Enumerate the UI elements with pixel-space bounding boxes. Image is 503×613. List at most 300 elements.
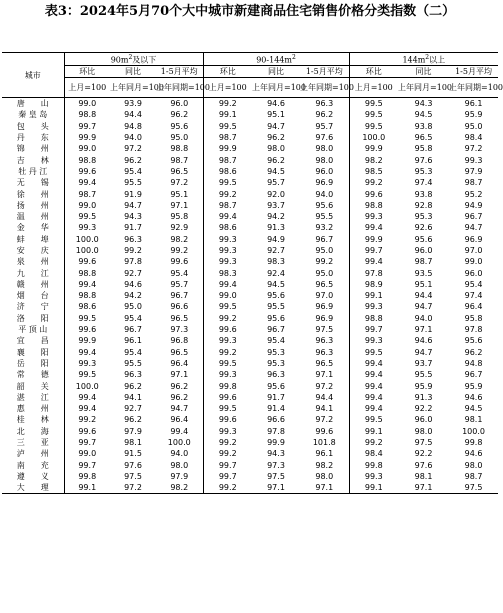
city-name: 锦 州 — [2, 143, 64, 154]
index-value: 99.3 — [364, 336, 383, 346]
index-value: 97.2 — [464, 144, 483, 154]
index-value: 97.2 — [300, 380, 349, 391]
index-value: 100.0 — [75, 234, 99, 244]
city-name: 安 庆 — [2, 245, 64, 256]
index-value: 95.0 — [300, 267, 349, 278]
index-value: 91.7 — [124, 223, 142, 233]
index-value: 96.7 — [267, 325, 285, 335]
index-value: 91.3 — [267, 223, 285, 233]
index-value: 99.9 — [267, 438, 285, 448]
table-row — [2, 177, 498, 188]
index-value: 99.0 — [78, 144, 97, 154]
city-name: 泸 州 — [2, 448, 64, 459]
index-value: 99.7 — [218, 471, 237, 481]
index-value: 95.8 — [156, 211, 203, 222]
index-value: 97.5 — [124, 471, 142, 481]
index-value: 98.6 — [218, 166, 237, 176]
index-value: 99.8 — [78, 471, 97, 481]
table-row — [2, 380, 498, 391]
index-value: 97.2 — [156, 177, 203, 188]
index-value: 91.5 — [124, 449, 142, 459]
index-value: 96.2 — [156, 380, 203, 391]
group-header-medium: $90-144m^2$ — [203, 53, 349, 66]
index-value: 96.4 — [156, 414, 203, 425]
index-value: 98.8 — [78, 291, 97, 301]
index-value: 100.0 — [75, 246, 99, 255]
index-value: 99.5 — [218, 302, 237, 312]
subheader-yoy: 同比 — [252, 66, 300, 78]
index-value: 94.5 — [267, 166, 285, 176]
index-value: 94.1 — [300, 403, 349, 414]
index-value: 97.6 — [414, 460, 433, 470]
index-value: 99.1 — [364, 291, 383, 301]
table-row — [2, 347, 498, 358]
table-row — [2, 324, 498, 335]
index-value: 93.5 — [414, 268, 433, 278]
index-value: 99.6 — [156, 256, 203, 267]
index-value: 95.5 — [267, 302, 285, 312]
index-value: 94.0 — [124, 133, 142, 143]
index-value: 94.5 — [414, 110, 433, 120]
index-value: 99.3 — [464, 155, 483, 165]
index-value: 100.0 — [362, 133, 386, 143]
base-label-yoy: 上年同月=100 — [252, 78, 300, 98]
index-value: 95.0 — [300, 245, 349, 256]
index-value: 98.3 — [267, 257, 285, 267]
index-value: 96.5 — [300, 358, 349, 369]
index-value: 99.2 — [364, 178, 383, 188]
index-value: 94.1 — [124, 392, 142, 402]
group-header-large: $144m^2$以上 — [349, 53, 498, 66]
index-value: 99.4 — [364, 223, 383, 233]
index-value: 99.5 — [78, 313, 97, 323]
index-value: 96.2 — [156, 392, 203, 403]
index-value: 96.2 — [124, 381, 142, 391]
index-value: 98.0 — [300, 143, 349, 154]
index-value: 98.7 — [78, 189, 97, 199]
index-value: 95.8 — [464, 313, 483, 323]
index-value: 98.8 — [78, 155, 97, 165]
index-value: 95.3 — [414, 166, 433, 176]
index-value: 95.0 — [124, 302, 142, 312]
index-value: 99.2 — [300, 256, 349, 267]
index-value: 93.7 — [267, 200, 285, 210]
index-value: 99.2 — [364, 438, 383, 448]
index-value: 94.9 — [464, 200, 483, 210]
index-value: 99.4 — [364, 404, 383, 414]
index-value: 96.3 — [267, 370, 285, 380]
index-value: 99.3 — [364, 471, 383, 481]
index-value: 99.9 — [218, 144, 237, 154]
index-value: 94.4 — [124, 110, 142, 120]
index-value: 97.2 — [124, 144, 142, 154]
index-value: 95.5 — [124, 358, 142, 368]
index-value: 92.7 — [124, 404, 142, 414]
index-value: 99.0 — [78, 99, 97, 109]
index-value: 91.7 — [267, 392, 285, 402]
index-value: 94.7 — [414, 302, 433, 312]
index-value: 99.3 — [218, 246, 237, 255]
index-value: 99.2 — [156, 245, 203, 256]
index-value: 98.7 — [218, 200, 237, 210]
index-value: 92.2 — [414, 449, 433, 459]
index-value: 99.3 — [218, 426, 237, 436]
index-value: 98.8 — [364, 313, 383, 323]
index-value: 96.9 — [300, 177, 349, 188]
index-value: 97.5 — [414, 438, 433, 448]
index-value: 95.9 — [414, 381, 433, 391]
index-value: 99.0 — [464, 257, 483, 267]
index-value: 99.5 — [218, 404, 237, 414]
index-value: 95.1 — [156, 188, 203, 199]
index-value: 99.2 — [218, 99, 237, 109]
index-value: 95.5 — [124, 178, 142, 188]
index-value: 97.6 — [124, 460, 142, 470]
index-value: 98.1 — [124, 438, 142, 448]
index-value: 96.0 — [300, 166, 349, 177]
index-value: 99.7 — [218, 460, 237, 470]
index-value: 94.0 — [156, 448, 203, 459]
index-value: 99.0 — [78, 449, 97, 459]
index-value: 97.8 — [464, 325, 483, 335]
index-value: 99.3 — [218, 336, 237, 346]
table-row — [2, 403, 498, 414]
index-value: 99.4 — [218, 212, 237, 222]
city-name: 包 头 — [2, 121, 64, 132]
index-value: 93.8 — [414, 121, 433, 131]
index-value: 95.6 — [464, 336, 483, 346]
index-value: 98.9 — [364, 279, 383, 289]
index-value: 99.4 — [78, 279, 97, 289]
index-value: 96.7 — [464, 212, 483, 222]
index-value: 98.7 — [218, 155, 237, 165]
index-value: 91.9 — [124, 189, 142, 199]
index-value: 94.3 — [267, 449, 285, 459]
table-row — [2, 211, 498, 222]
index-value: 99.2 — [124, 246, 142, 255]
index-value: 97.0 — [300, 290, 349, 301]
table-row — [2, 460, 498, 471]
table-title: 表3：2024年5月70个大中城市新建商品住宅销售价格分类指数（二） — [44, 4, 456, 19]
index-value: 97.3 — [156, 324, 203, 335]
city-name: 襄 阳 — [2, 347, 64, 358]
index-value: 94.2 — [124, 291, 142, 301]
index-value: 94.8 — [464, 358, 483, 368]
index-value: 96.2 — [124, 415, 142, 425]
index-value: 96.9 — [300, 313, 349, 324]
index-value: 95.6 — [267, 381, 285, 391]
index-value: 100.0 — [75, 381, 99, 391]
index-value: 99.4 — [364, 257, 383, 267]
index-value: 94.7 — [156, 403, 203, 414]
city-name: 大 理 — [2, 482, 64, 494]
index-value: 95.4 — [267, 336, 285, 346]
index-value: 94.5 — [267, 279, 285, 289]
index-value: 99.4 — [364, 370, 383, 380]
index-value: 96.6 — [267, 415, 285, 425]
index-value: 99.6 — [78, 257, 97, 267]
index-value: 99.3 — [218, 257, 237, 267]
index-value: 91.3 — [414, 392, 433, 402]
index-value: 97.1 — [414, 325, 433, 335]
table-row — [2, 200, 498, 211]
index-value: 94.3 — [414, 99, 433, 109]
index-value: 99.5 — [218, 178, 237, 188]
index-value: 97.2 — [124, 483, 142, 493]
subheader-yoy: 同比 — [110, 66, 156, 78]
index-value: 99.7 — [364, 246, 383, 255]
index-value: 95.3 — [414, 212, 433, 222]
index-value: 94.0 — [300, 188, 349, 199]
city-name: 九 江 — [2, 267, 64, 278]
index-value: 94.3 — [124, 212, 142, 222]
index-value: 98.4 — [464, 133, 483, 143]
index-value: 96.3 — [300, 98, 349, 110]
index-value: 98.6 — [78, 302, 97, 312]
table-row — [2, 335, 498, 346]
index-value: 96.2 — [464, 347, 483, 357]
group-header-small: $90m^2$及以下 — [64, 53, 203, 66]
index-value: 98.1 — [464, 415, 483, 425]
base-label-mom: 上月=100 — [349, 78, 398, 98]
index-value: 98.8 — [364, 200, 383, 210]
base-label-ytd: 上年同期=100 — [300, 78, 349, 98]
table-row — [2, 256, 498, 267]
table-row — [2, 482, 498, 494]
index-value: 100.0 — [462, 426, 485, 436]
table-row — [2, 166, 498, 177]
index-value: 98.0 — [464, 460, 483, 470]
index-value: 99.0 — [218, 291, 237, 301]
index-value: 99.9 — [364, 234, 383, 244]
index-value: 99.2 — [218, 438, 237, 448]
index-value: 97.1 — [414, 483, 433, 493]
table-row — [2, 222, 498, 233]
subheader-mom: 环比 — [349, 66, 398, 78]
subheader-ytd: 1-5月平均 — [300, 66, 349, 78]
index-value: 96.0 — [464, 268, 483, 278]
index-value: 99.6 — [300, 426, 349, 437]
index-value: 96.4 — [156, 358, 203, 369]
index-value: 96.3 — [124, 234, 142, 244]
index-value: 92.4 — [267, 268, 285, 278]
index-value: 92.7 — [267, 246, 285, 255]
index-value: 98.5 — [364, 166, 383, 176]
index-value: 99.1 — [364, 483, 383, 493]
index-value: 94.6 — [124, 279, 142, 289]
city-name: 秦 皇 岛 — [2, 109, 64, 120]
index-value: 99.4 — [218, 279, 237, 289]
city-column-header: 城市 — [2, 53, 64, 98]
index-value: 95.0 — [156, 132, 203, 143]
index-value: 95.4 — [124, 313, 142, 323]
table-row — [2, 188, 498, 199]
index-value: 99.7 — [78, 460, 97, 470]
city-name: 泉 州 — [2, 256, 64, 267]
index-value: 94.6 — [464, 392, 483, 402]
city-name: 济 宁 — [2, 301, 64, 312]
table-row — [2, 414, 498, 425]
index-value: 99.6 — [218, 392, 237, 402]
index-value: 98.7 — [218, 133, 237, 143]
index-value: 99.7 — [78, 121, 97, 131]
index-value: 99.5 — [364, 415, 383, 425]
index-value: 94.0 — [414, 313, 433, 323]
base-label-mom: 上月=100 — [64, 78, 110, 98]
index-value: 96.2 — [124, 155, 142, 165]
city-name: 三 亚 — [2, 437, 64, 448]
index-value: 98.0 — [414, 426, 433, 436]
index-value: 96.5 — [300, 279, 349, 290]
index-value: 99.4 — [156, 426, 203, 437]
table-row — [2, 392, 498, 403]
index-value: 95.9 — [464, 110, 483, 120]
index-value: 99.3 — [364, 302, 383, 312]
index-value: 98.2 — [156, 234, 203, 245]
city-name: 牡 丹 江 — [2, 166, 64, 177]
index-value: 94.7 — [124, 200, 142, 210]
index-value: 95.2 — [464, 189, 483, 199]
index-value: 99.5 — [364, 121, 383, 131]
index-value: 96.2 — [267, 133, 285, 143]
city-name: 湛 江 — [2, 392, 64, 403]
index-value: 96.1 — [124, 336, 142, 346]
table-row — [2, 471, 498, 482]
index-value: 99.2 — [78, 415, 97, 425]
table-row — [2, 132, 498, 143]
index-value: 98.6 — [218, 223, 237, 233]
index-value: 95.7 — [300, 121, 349, 132]
index-value: 98.2 — [364, 155, 383, 165]
index-value: 95.6 — [267, 291, 285, 301]
index-value: 96.7 — [156, 290, 203, 301]
index-value: 95.4 — [464, 279, 483, 289]
index-value: 96.7 — [464, 370, 483, 380]
table-row — [2, 98, 498, 110]
index-value: 95.6 — [267, 313, 285, 323]
base-label-yoy: 上年同月=100 — [398, 78, 449, 98]
index-value: 99.4 — [78, 178, 97, 188]
index-value: 98.7 — [414, 257, 433, 267]
index-value: 101.8 — [300, 437, 349, 448]
table-row — [2, 109, 498, 120]
city-name: 徐 州 — [2, 188, 64, 199]
index-value: 98.4 — [364, 449, 383, 459]
index-value: 97.0 — [464, 246, 483, 255]
index-value: 99.4 — [78, 404, 97, 414]
index-value: 92.9 — [156, 222, 203, 233]
index-value: 99.4 — [78, 392, 97, 402]
index-value: 93.9 — [124, 99, 142, 109]
index-value: 99.9 — [78, 133, 97, 143]
index-value: 98.2 — [300, 460, 349, 471]
index-value: 97.4 — [414, 178, 433, 188]
city-name: 温 州 — [2, 211, 64, 222]
index-value: 98.0 — [156, 460, 203, 471]
city-name: 金 华 — [2, 222, 64, 233]
index-value: 99.5 — [218, 358, 237, 368]
table-row — [2, 143, 498, 154]
index-value: 94.5 — [464, 404, 483, 414]
index-value: 97.4 — [464, 291, 483, 301]
city-name: 扬 州 — [2, 200, 64, 211]
index-value: 97.9 — [124, 426, 142, 436]
index-value: 96.4 — [464, 302, 483, 312]
index-value: 96.3 — [124, 370, 142, 380]
city-name: 蚌 埠 — [2, 234, 64, 245]
index-value: 96.3 — [300, 347, 349, 358]
index-value: 99.6 — [218, 415, 237, 425]
index-value: 99.5 — [364, 347, 383, 357]
index-value: 99.6 — [364, 189, 383, 199]
index-value: 99.9 — [78, 336, 97, 346]
index-value: 95.1 — [267, 110, 285, 120]
index-value: 97.6 — [300, 132, 349, 143]
index-value: 95.6 — [300, 200, 349, 211]
table-row — [2, 121, 498, 132]
index-value: 98.7 — [156, 154, 203, 165]
index-value: 95.6 — [414, 234, 433, 244]
index-value: 96.5 — [414, 133, 433, 143]
table-row — [2, 313, 498, 324]
index-value: 99.9 — [364, 144, 383, 154]
index-value: 95.3 — [267, 358, 285, 368]
index-value: 97.2 — [300, 414, 349, 425]
index-value: 98.8 — [156, 143, 203, 154]
index-value: 92.2 — [414, 404, 433, 414]
index-value: 99.2 — [218, 313, 237, 323]
index-value: 93.2 — [300, 222, 349, 233]
index-value: 99.5 — [218, 121, 237, 131]
table-row — [2, 234, 498, 245]
table-row — [2, 279, 498, 290]
index-value: 95.5 — [300, 211, 349, 222]
city-name: 烟 台 — [2, 290, 64, 301]
table-row — [2, 369, 498, 380]
index-value: 96.2 — [156, 109, 203, 120]
index-value: 96.9 — [464, 234, 483, 244]
index-value: 99.3 — [78, 358, 97, 368]
city-name: 岳 阳 — [2, 358, 64, 369]
index-value: 97.1 — [300, 369, 349, 380]
index-value: 94.9 — [267, 234, 285, 244]
index-value: 93.8 — [414, 189, 433, 199]
index-value: 95.4 — [124, 347, 142, 357]
index-value: 99.2 — [218, 449, 237, 459]
index-value: 99.4 — [364, 392, 383, 402]
table-row — [2, 448, 498, 459]
index-value: 94.4 — [300, 392, 349, 403]
index-value: 92.8 — [414, 200, 433, 210]
index-value: 95.7 — [267, 178, 285, 188]
table-row — [2, 426, 498, 437]
base-label-ytd: 上年同期=100 — [156, 78, 203, 98]
subheader-yoy: 同比 — [398, 66, 449, 78]
index-value: 99.3 — [218, 370, 237, 380]
index-value: 98.7 — [464, 471, 483, 481]
city-name: 洛 阳 — [2, 313, 64, 324]
index-value: 91.4 — [267, 404, 285, 414]
index-value: 96.7 — [124, 325, 142, 335]
index-value: 99.5 — [364, 99, 383, 109]
index-value: 92.7 — [124, 268, 142, 278]
index-value: 94.7 — [414, 347, 433, 357]
index-value: 97.1 — [156, 369, 203, 380]
base-label-yoy: 上年同月=100 — [110, 78, 156, 98]
index-value: 99.7 — [364, 325, 383, 335]
index-value: 92.6 — [414, 223, 433, 233]
index-value: 97.1 — [156, 200, 203, 211]
